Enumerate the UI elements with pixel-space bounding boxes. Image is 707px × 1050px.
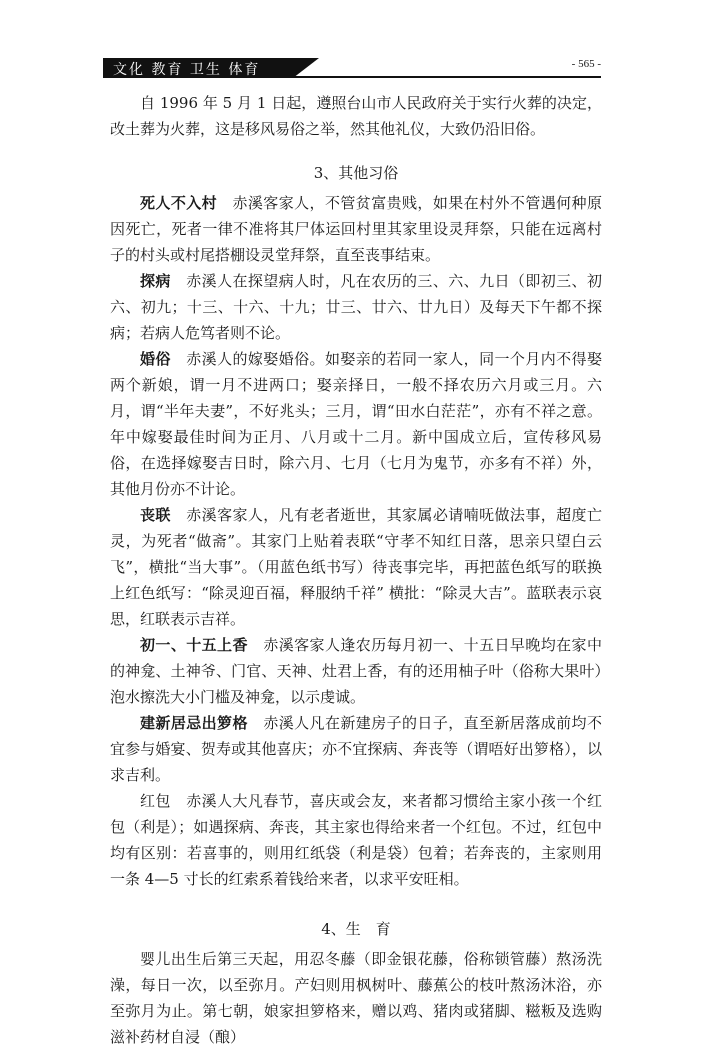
custom-paragraph [110, 346, 602, 502]
custom-text: 赤溪人大凡春节，喜庆或会友，来者都习惯给主家小孩一个红包（利是）；如遇探病、奔丧，其主家也得给来者一个红包。不过，红包中均有区别：若喜事的，则用红纸袋（利是袋）包着；若奔丧的，主家则用一条 4—5 寸长的红索系着钱给来者，以求平安旺相。 [110, 792, 602, 888]
custom-lead: 红包 [140, 792, 171, 810]
custom-text: 赤溪客家人逢农历每月初一、十五日早晚均在家中的神龛、土神爷、门官、天神、灶君上香，有的还用柚子叶（俗称大果叶）泡水擦洗大小门槛及神龛，以示虔诚。 [110, 636, 602, 706]
custom-lead: 死人不入村 [140, 194, 218, 212]
custom-lead: 婚俗 [140, 350, 171, 368]
intro-paragraph: 自 1996 年 5 月 1 日起，遵照台山市人民政府关于实行火葬的决定，改土葬为火葬，这是移风易俗之举，然其他礼仪，大致仍沿旧俗。 [110, 94, 602, 138]
custom-text: 赤溪人凡在新建房子的日子，直至新居落成前均不宜参与婚宴、贺寿或其他喜庆；亦不宜探病、奔丧等（谓唔好出箩格），以求吉利。 [110, 714, 602, 784]
header-title: 文化 教育 卫生 体育 [113, 62, 261, 78]
section-4-heading: 4、生 育 [321, 920, 391, 938]
page-number: - 565 - [571, 58, 601, 70]
custom-text: 赤溪客家人，凡有老者逝世，其家属必请喃呒做法事，超度亡灵，为死者“做斋”。其家门上贴着表联“守孝不知红日落，思亲只望白云飞”，横批“当大事”。（用蓝色纸书写）待丧事完毕，再把蓝色纸写的联换上红色纸写：“除灵迎百福，释服纳千祥” 横批：“除灵大吉”。蓝联表示哀思，红联表示吉祥。 [110, 506, 602, 628]
custom-lead: 丧联 [140, 506, 171, 524]
custom-paragraph [110, 502, 602, 632]
page-body [110, 90, 602, 1050]
custom-paragraph [110, 190, 602, 268]
custom-text: 赤溪人在探望病人时，凡在农历的三、六、九日（即初三、初六、初九；十三、十六、十九；廿三、廿六、廿九日）及每天下午都不探病；若病人危笃者则不论。 [110, 272, 602, 342]
custom-lead: 建新居忌出箩格 [140, 714, 248, 732]
custom-lead: 探病 [140, 272, 171, 290]
birth-paragraph: 婴儿出生后第三天起，用忍冬藤（即金银花藤，俗称锁管藤）熬汤洗澡，每日一次，以至弥月。产妇则用枫树叶、藤蕉公的枝叶熬汤沐浴，亦至弥月为止。第七朝，娘家担箩格来，赠以鸡、猪肉或猪脚、糍粄及选购滋补药材自浸（酿） [110, 950, 602, 1046]
custom-paragraph [110, 268, 602, 346]
header-band-corner [293, 58, 319, 78]
section-3-heading: 3、其他习俗 [313, 164, 399, 182]
page-header [103, 58, 601, 78]
custom-paragraph [110, 632, 602, 710]
custom-paragraph [110, 710, 602, 788]
custom-lead: 初一、十五上香 [140, 636, 248, 654]
custom-paragraph [110, 788, 602, 892]
custom-text: 赤溪人的嫁娶婚俗。如娶亲的若同一家人，同一个月内不得娶两个新娘，谓一月不进两口；娶亲择日，一般不择农历六月或三月。六月，谓“半年夫妻”，不好兆头；三月，谓“田水白茫茫”，亦有不祥之意。年中嫁娶最佳时间为正月、八月或十二月。新中国成立后，宣传移风易俗，在选择嫁娶吉日时，除六月、七月（七月为鬼节，亦多有不祥）外，其他月份亦不计论。 [110, 350, 602, 498]
custom-text: 赤溪客家人，不管贫富贵贱，如果在村外不管遇何种原因死亡，死者一律不准将其尸体运回村里其家里设灵拜祭，只能在远离村子的村头或村尾搭棚设灵堂拜祭，直至丧事结束。 [110, 194, 602, 264]
